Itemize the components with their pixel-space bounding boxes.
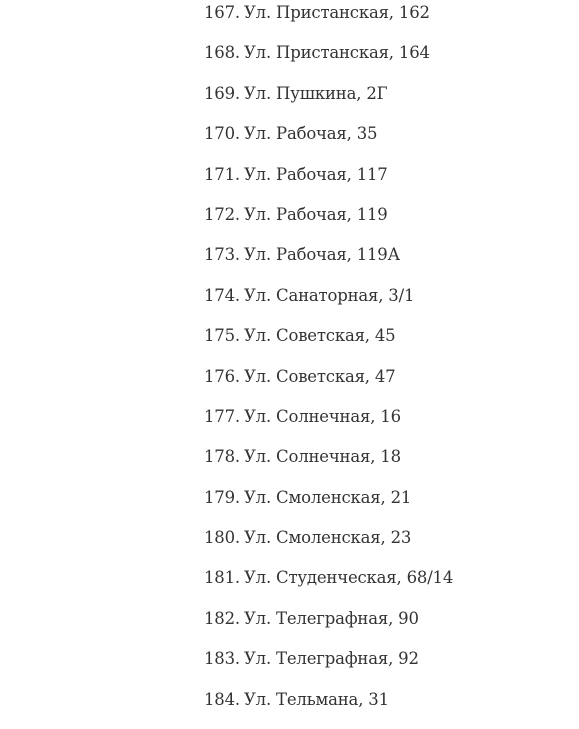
list-item — [204, 283, 453, 323]
item-number: 173. — [204, 245, 240, 265]
list-item — [204, 162, 453, 202]
list-item — [204, 40, 453, 80]
item-address: Ул. Советская, 47 — [243, 366, 396, 386]
item-number: 168. — [204, 43, 240, 63]
item-address: Ул. Пристанская, 164 — [243, 43, 430, 63]
item-address: Ул. Солнечная, 16 — [243, 406, 401, 426]
item-address: Ул. Телеграфная, 92 — [243, 649, 419, 669]
item-address: Ул. Рабочая, 119 — [243, 204, 388, 224]
list-item — [204, 81, 453, 121]
list-item — [204, 646, 453, 686]
list-item — [204, 687, 453, 727]
list-item — [204, 606, 453, 646]
item-number: 178. — [204, 447, 240, 467]
item-address: Ул. Санаторная, 3/1 — [243, 285, 415, 305]
item-address: Ул. Тельмана, 31 — [243, 689, 389, 709]
item-address: Ул. Солнечная, 18 — [243, 447, 401, 467]
list-item — [204, 525, 453, 565]
item-number: 182. — [204, 608, 240, 628]
list-item — [204, 242, 453, 282]
item-number: 184. — [204, 689, 240, 709]
list-item — [204, 404, 453, 444]
item-number: 181. — [204, 568, 240, 588]
item-address: Ул. Пушкина, 2Г — [243, 83, 388, 103]
item-number: 171. — [204, 164, 240, 184]
list-item — [204, 444, 453, 484]
item-number: 170. — [204, 124, 240, 144]
list-item — [204, 121, 453, 161]
item-address: Ул. Пристанская, 162 — [243, 3, 430, 22]
list-item — [204, 364, 453, 404]
item-number: 174. — [204, 285, 240, 305]
item-number: 177. — [204, 406, 240, 426]
item-address: Ул. Смоленская, 23 — [243, 528, 412, 548]
list-item — [204, 485, 453, 525]
list-item — [204, 0, 453, 40]
item-number: 172. — [204, 204, 240, 224]
item-address: Ул. Рабочая, 119А — [243, 245, 400, 265]
list-item — [204, 323, 453, 363]
list-item — [204, 565, 453, 605]
item-address: Ул. Смоленская, 21 — [243, 487, 412, 507]
item-address: Ул. Рабочая, 35 — [243, 124, 378, 144]
item-number: 167. — [204, 3, 240, 22]
item-number: 180. — [204, 528, 240, 548]
list-item — [204, 202, 453, 242]
item-address: Ул. Советская, 45 — [243, 326, 396, 346]
address-list — [204, 0, 453, 727]
item-number: 175. — [204, 326, 240, 346]
item-number: 176. — [204, 366, 240, 386]
item-number: 179. — [204, 487, 240, 507]
item-number: 183. — [204, 649, 240, 669]
item-address: Ул. Студенческая, 68/14 — [243, 568, 454, 588]
item-address: Ул. Рабочая, 117 — [243, 164, 388, 184]
item-number: 169. — [204, 83, 240, 103]
item-address: Ул. Телеграфная, 90 — [243, 608, 419, 628]
